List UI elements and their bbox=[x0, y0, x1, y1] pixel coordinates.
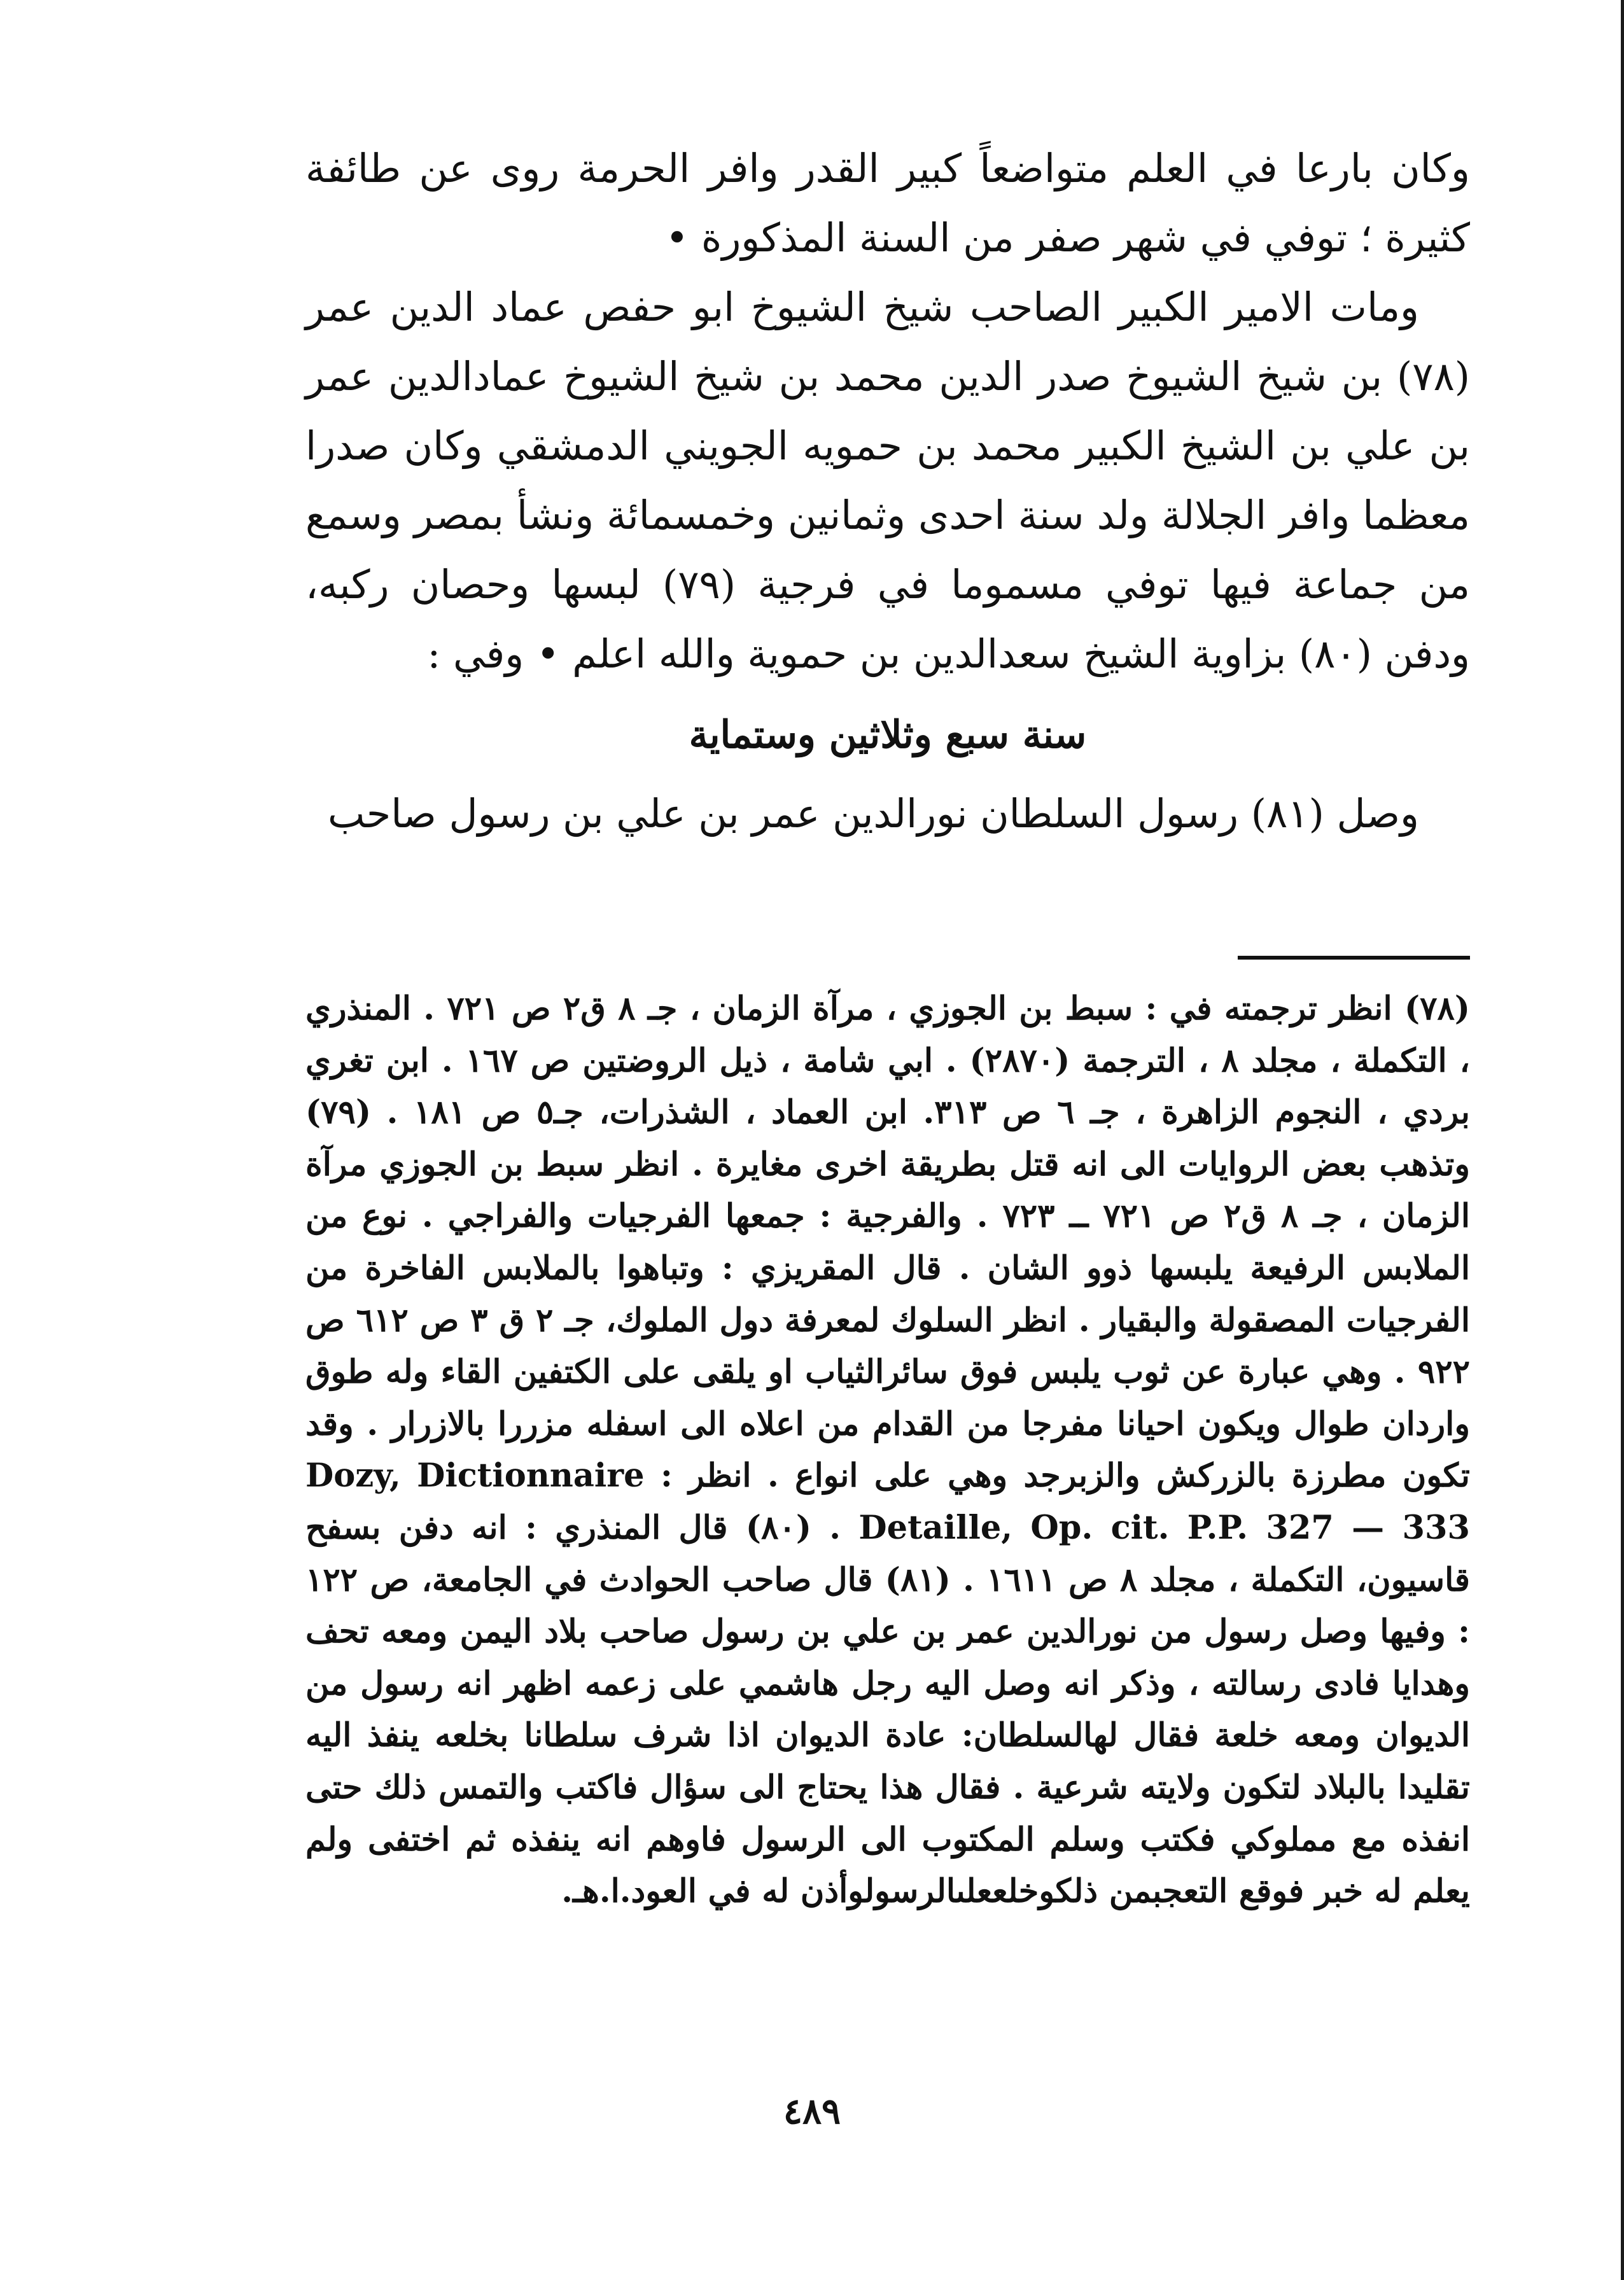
footnotes-text: (٧٨) انظر ترجمته في : سبط بن الجوزي ، مرآة الزمان ، جـ ٨ ق٢ ص ٧٢١ . المنذري ، التكملة ، مجلد ٨ ، الترجمة (٢٨٧٠) . ابي شامة ، ذيل الروضتين ص ١٦٧ . ابن تغري بردي ، النجوم الزاهرة ، جـ ٦ ص ٣١٣. ابن العماد ، الشذرات، جـ٥ ص ١٨١ . (٧٩) وتذهب بعض الروايات الى انه قتل بطريقة اخرى مغايرة . انظر سبط بن الجوزي مرآة الزمان ، جـ ٨ ق٢ ص ٧٢١ ــ ٧٢٣ . والفرجية : جمعها الفرجيات والفراجي . نوع من الملابس الرفيعة يلبسها ذوو الشان . قال المقريزي : وتباهوا بالملابس الفاخرة من الفرجيات المصقولة والبقيار . انظر السلوك لمعرفة دول الملوك، جـ ٢ ق ٣ ص ٦١٢ ص ٩٢٢ . وهي عبارة عن ثوب يلبس فوق سائرالثياب او يلقى على الكتفين القاء وله طوق واردان طوال ويكون احيانا مفرجا من القدام من اعلاه الى اسفله مزررا بالازرار . وقد تكون مطرزة بالزركش والزبرجد وهي على انواع . انظر : Dozy, Dictionnaire Detaille, Op. cit. P.P. 327 — 333 . (٨٠) قال المنذري : انه دفن بسفح قاسيون، التكملة ، مجلد ٨ ص ١٦١١ . (٨١) قال صاحب الحوادث في الجامعة، ص ١٢٢ : وفيها وصل رسول من نورالدين عمر بن علي بن رسول صاحب بلاد اليمن ومعه تحف وهدايا فادى رسالته ، وذكر انه وصل اليه رجل هاشمي على زعمه اظهر انه رسول من الديوان ومعه خلعة فقال لهالسلطان: عادة الديوان اذا شرف سلطانا بخلعه ينفذ اليه تقليدا بالبلاد لتكون ولايته شرعية . فقال هذا يحتاج الى سؤال فاكتب والتمس ذلك حتى انفذه مع مملوكي فكتب وسلم المكتوب الى الرسول فاوهم انه ينفذه ثم اختفى ولم يعلم له خبر فوقع التعجبمن ذلكوخلععلىالرسولوأذن له في العود.ا.هـ. bbox=[305, 990, 1471, 1911]
scan-edge bbox=[1621, 0, 1624, 2280]
main-text-block bbox=[305, 134, 1470, 848]
page-number: ٤٨٩ bbox=[783, 2090, 841, 2132]
footnotes-block bbox=[305, 983, 1470, 1918]
paragraph-2: ومات الامير الكبير الصاحب شيخ الشيوخ ابو حفص عماد الدين عمر (٧٨) بن شيخ الشيوخ صدر الدين محمد بن شيخ الشيوخ عمادالدين عمر بن علي بن الشيخ الكبير محمد بن حمويه الجويني الدمشقي وكان صدرا معظما وافر الجلالة ولد سنة احدى وثمانين وخمسمائة ونشأ بمصر وسمع من جماعة فيها توفي مسموما في فرجية (٧٩) لبسها وحصان ركبه، ودفن (٨٠) بزاوية الشيخ سعدالدين بن حموية والله اعلم • وفي : bbox=[305, 284, 1470, 677]
footnote-separator bbox=[1238, 956, 1470, 960]
section-heading: سنة سبع وثلاثين وستماية bbox=[689, 713, 1087, 757]
paragraph-1: وكان بارعا في العلم متواضعاً كبير القدر وافر الحرمة روى عن طائفة كثيرة ؛ توفي في شهر صفر من السنة المذكورة • bbox=[305, 145, 1470, 261]
paragraph-3: وصل (٨١) رسول السلطان نورالدين عمر بن علي بن رسول صاحب bbox=[328, 790, 1419, 837]
body-text bbox=[305, 134, 1470, 848]
